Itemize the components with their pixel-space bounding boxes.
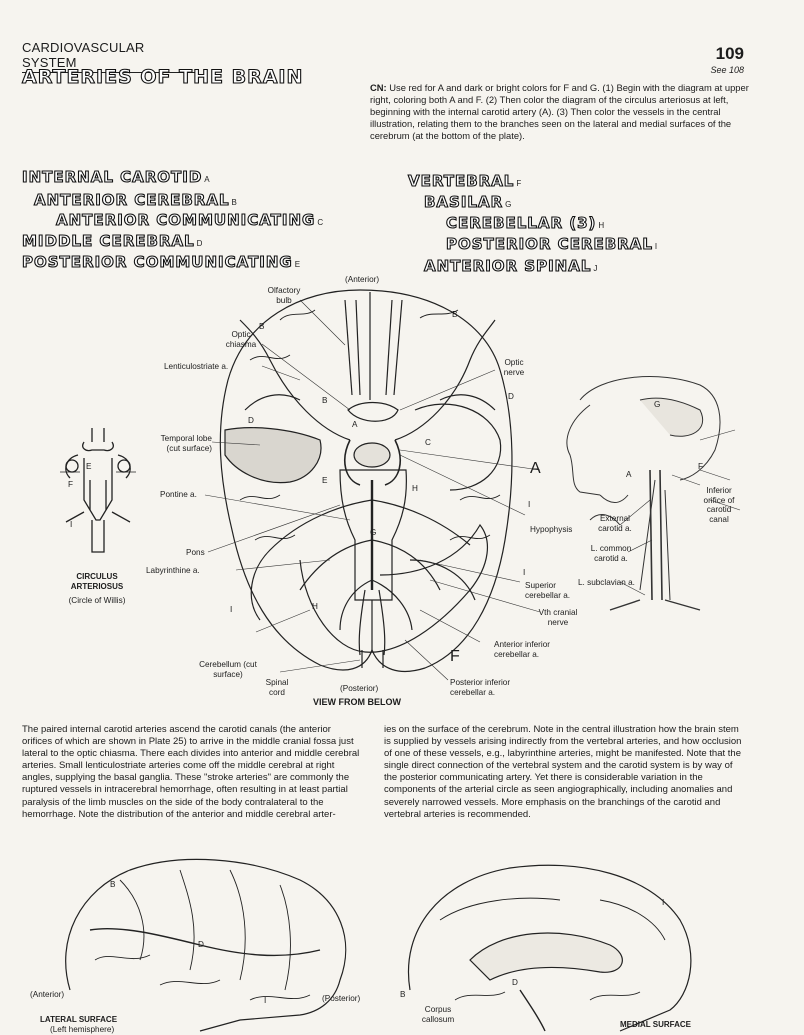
label-labyrinthine: Labyrinthine a. [146, 566, 200, 575]
label-pons: Pons [186, 548, 205, 557]
label-common-carotid: L. common carotid a. [590, 544, 632, 563]
letter-a-large: A [530, 460, 541, 477]
label-optic-nerve: Optic nerve [503, 358, 525, 377]
label-superior-cerebellar: Superior cerebellar a. [525, 581, 571, 600]
body-text-left: The paired internal carotid arteries ascend the carotid canals (the anterior orifices of which are shown in Plate 25) to arrive in the middle cranial fossa just lateral to the optic chiasma. There each divides into anterior and middle cerebral arteries. Small lenticulostriate arteries come off the middle cerebral at right angles, supplying the basal ganglia. These "stroke arteries" are commonly the ruptured vessels in intracerebral hemorrhage, often resulting in at least partial paralysis of the limb muscles on the side of the body contralateral to the hemorrhage. Note the distribution of the anterior and middle cerebral arter- [22, 724, 360, 820]
skull-letter-f: F [698, 462, 704, 471]
letter-i-3: I [230, 605, 233, 614]
label-spinal-cord: Spinal cord [265, 678, 289, 697]
medial-letter-i: I [662, 898, 665, 907]
term-anterior-communicating: ANTERIOR COMMUNICATING C [56, 211, 324, 229]
letter-d-2: D [508, 392, 514, 401]
term-posterior-cerebral: POSTERIOR CEREBRAL I [446, 235, 658, 253]
see-reference: See 108 [710, 65, 744, 75]
label-vth-cranial-nerve: Vth cranial nerve [538, 608, 578, 627]
term-anterior-cerebral: ANTERIOR CEREBRAL B [34, 191, 237, 209]
lateral-label-anterior: (Anterior) [30, 990, 65, 999]
lateral-letter-i: I [264, 996, 267, 1005]
letter-h-2: H [312, 602, 318, 611]
letter-h-1: H [412, 484, 418, 493]
letter-e-1: E [322, 476, 328, 485]
label-lenticulostriate: Lenticulostriate a. [164, 362, 229, 371]
lateral-letter-b: B [110, 880, 116, 889]
term-basilar: BASILAR G [424, 193, 512, 211]
body-text-right: ies on the surface of the cerebrum. Note in the central illustration how the brain stem is supplied by vessels arising indirectly from the vertebral arteries, and how occlusion of one of these vessels, e.g., labyrinthine arteries, might be manifested. Note that the single direct connection of the vertebral system and the carotid system is by way of the posterior communicating artery. Yet there is considerable variation in the components of the arterial circle as seen angiographically, including anomalies and severely narrowed vessels. More emphasis on the branchings of the carotid and vertebral arteries is recommended. [384, 724, 742, 820]
page-title: ARTERIES OF THE BRAIN [22, 66, 304, 88]
plate-number: 109 [715, 44, 744, 63]
cn-text: Use red for A and dark or bright colors for F and G. (1) Begin with the diagram at upper right, coloring both A and F. (2) Then color the diagram of the circulus arteriosus at left, beginning with the internal carotid artery (A). (3) Then color the vessels in the central illustration, relating them to the branches seen on the lateral and medial surfaces of the cerebrum (at the bottom of the plate). [370, 82, 749, 141]
cow-title: CIRCULUS ARTERIOSUS [70, 572, 124, 591]
lateral-letter-d: D [198, 940, 204, 949]
section-heading: CARDIOVASCULAR SYSTEM [22, 40, 197, 73]
letter-a-1: A [352, 420, 358, 429]
letter-d-1: D [248, 416, 254, 425]
cow-subtitle: (Circle of Willis) [68, 596, 126, 605]
letter-b-1: B [259, 322, 265, 331]
letter-i-1: I [528, 500, 531, 509]
skull-letter-g: G [654, 400, 661, 409]
term-vertebral: VERTEBRAL F [408, 172, 522, 190]
letter-b-3: B [322, 396, 328, 405]
term-cerebellar: CEREBELLAR (3) H [446, 214, 605, 232]
letter-g-1: G [370, 528, 377, 537]
label-cerebellum: Cerebellum (cut surface) [199, 660, 257, 679]
label-inferior-orifice: Inferior orifice of carotid canal [703, 486, 735, 524]
medial-letter-d: D [512, 978, 518, 987]
cn-label: CN: [370, 82, 387, 93]
lateral-surface-caption: LATERAL SURFACE [40, 1015, 118, 1024]
letter-c-1: C [425, 438, 431, 447]
cow-letter-f: F [68, 480, 74, 489]
label-olfactory-bulb: Olfactory bulb [267, 286, 301, 305]
view-caption: VIEW FROM BELOW [313, 697, 401, 707]
label-anterior-inferior-cerebellar: Anterior inferior cerebellar a. [494, 640, 550, 659]
lateral-hemisphere-caption: (Left hemisphere) [50, 1025, 115, 1034]
lateral-label-posterior: (Posterior) [322, 994, 361, 1003]
label-optic-chiasma: Optic chiasma [225, 330, 257, 349]
skull-letter-a: A [626, 470, 632, 479]
label-anterior: (Anterior) [345, 275, 380, 284]
term-middle-cerebral: MIDDLE CEREBRAL D [22, 232, 203, 250]
label-pontine: Pontine a. [160, 490, 197, 499]
letter-b-2: B [452, 310, 458, 319]
label-corpus-callosum: Corpus callosum [421, 1005, 455, 1024]
label-hypophysis: Hypophysis [530, 525, 573, 534]
letter-f-large: F [450, 648, 460, 665]
label-posterior-inferior-cerebellar: Posterior inferior cerebellar a. [450, 678, 511, 697]
cow-letter-i: I [70, 520, 73, 529]
label-posterior: (Posterior) [340, 684, 379, 693]
term-internal-carotid: INTERNAL CAROTID A [22, 168, 210, 186]
term-posterior-communicating: POSTERIOR COMMUNICATING E [22, 253, 301, 271]
label-external-carotid: External carotid a. [598, 514, 632, 533]
label-subclavian: L. subclavian a. [578, 578, 635, 587]
label-temporal-lobe: Temporal lobe (cut surface) [160, 434, 212, 453]
medial-surface-caption: MEDIAL SURFACE [620, 1020, 691, 1029]
cow-letter-e: E [86, 462, 92, 471]
medial-letter-b: B [400, 990, 406, 999]
letter-i-2: I [523, 568, 526, 577]
term-anterior-spinal: ANTERIOR SPINAL J [424, 257, 598, 275]
